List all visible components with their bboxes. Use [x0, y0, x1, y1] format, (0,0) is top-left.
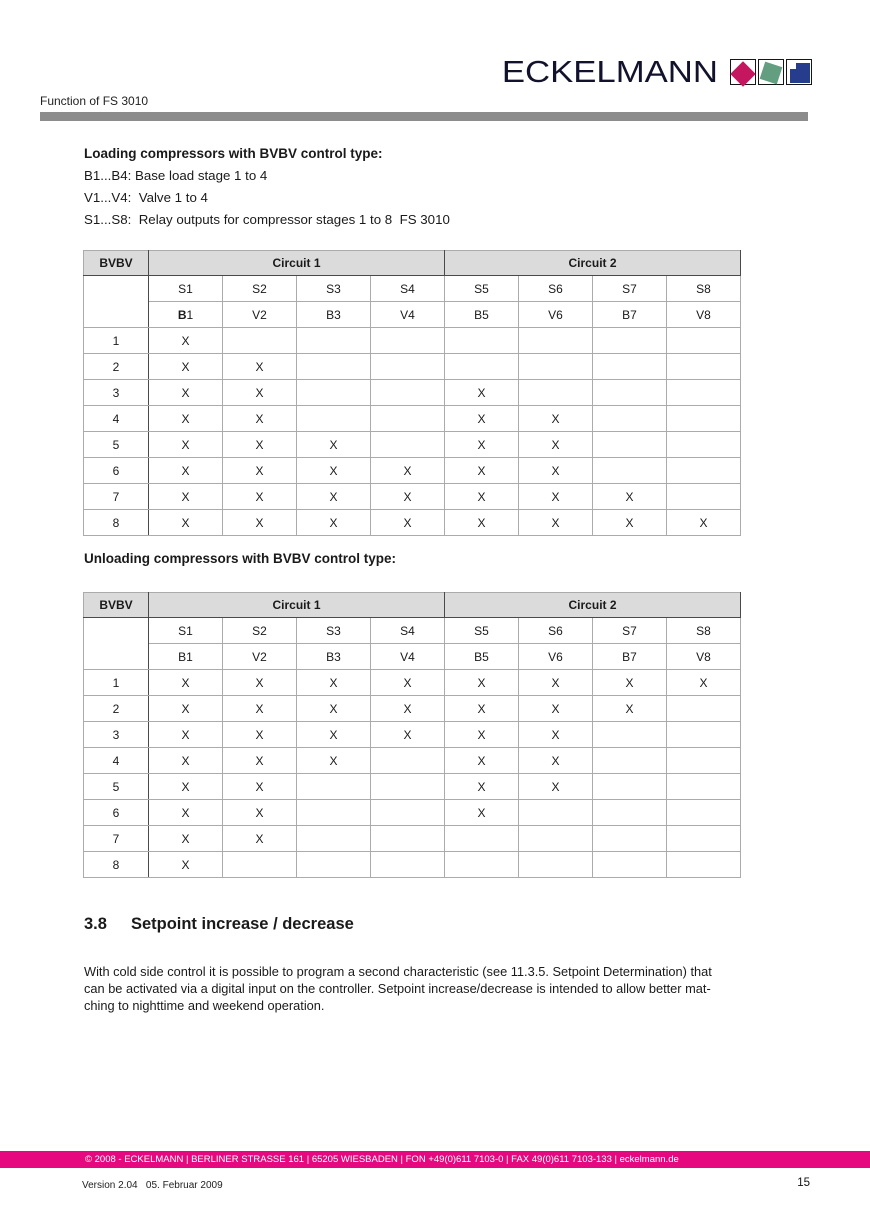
mark-cell — [223, 328, 297, 354]
mark-cell: X — [149, 852, 223, 878]
footer-version-text: Version 2.04 05. Februar 2009 — [82, 1180, 223, 1191]
bv-labels-row — [84, 644, 741, 670]
mark-cell — [297, 380, 371, 406]
mark-cell: X — [149, 670, 223, 696]
mark-cell: X — [371, 484, 445, 510]
mark-cell: X — [371, 670, 445, 696]
paragraph-line: With cold side control it is possible to program a second characteristic (see 11.3.5. Setpoint Determination) that — [84, 964, 712, 979]
table-row — [84, 484, 741, 510]
mark-cell — [371, 852, 445, 878]
s-label-cell: S6 — [519, 276, 593, 302]
mark-cell: X — [149, 458, 223, 484]
stage-cell: 2 — [84, 696, 149, 722]
mark-cell: X — [445, 670, 519, 696]
loading-heading: Loading compressors with BVBV control type: — [84, 146, 383, 161]
table-row — [84, 406, 741, 432]
mark-cell: X — [519, 432, 593, 458]
mark-cell: X — [371, 696, 445, 722]
s-label-cell: S3 — [297, 276, 371, 302]
s-label-cell: S2 — [223, 618, 297, 644]
bv-label-cell: V4 — [371, 302, 445, 328]
bv-label-cell: B7 — [593, 644, 667, 670]
loading-legend — [84, 165, 450, 231]
mark-cell — [593, 406, 667, 432]
mark-cell: X — [519, 510, 593, 536]
mark-cell — [223, 852, 297, 878]
mark-cell — [519, 380, 593, 406]
table-row — [84, 748, 741, 774]
bv-label-cell: V8 — [667, 302, 741, 328]
mark-cell — [593, 748, 667, 774]
bv-label-cell: V4 — [371, 644, 445, 670]
bv-label-cell: B3 — [297, 644, 371, 670]
mark-cell: X — [223, 380, 297, 406]
unloading-compressors-table — [83, 592, 741, 878]
table-row — [84, 510, 741, 536]
mark-cell — [519, 328, 593, 354]
stage-cell: 6 — [84, 458, 149, 484]
mark-cell — [667, 484, 741, 510]
legend-line-b: B1...B4: Base load stage 1 to 4 — [84, 168, 268, 183]
circuit2-header-cell: Circuit 2 — [445, 251, 741, 276]
mark-cell: X — [445, 696, 519, 722]
mark-cell: X — [149, 354, 223, 380]
s-label-cell: S6 — [519, 618, 593, 644]
paragraph-line: can be activated via a digital input on the controller. Setpoint increase/decrease is intended to allow better mat- — [84, 981, 711, 996]
mark-cell — [667, 852, 741, 878]
mark-cell: X — [445, 800, 519, 826]
stage-cell: 5 — [84, 774, 149, 800]
bv-label-cell: B5 — [445, 644, 519, 670]
mark-cell — [667, 774, 741, 800]
table-row — [84, 826, 741, 852]
bv-label-cell: V2 — [223, 644, 297, 670]
mark-cell — [593, 826, 667, 852]
unloading-heading: Unloading compressors with BVBV control type: — [84, 551, 397, 566]
stage-cell: 2 — [84, 354, 149, 380]
mark-cell: X — [223, 722, 297, 748]
table-header-row — [84, 593, 741, 618]
s-label-cell: S3 — [297, 618, 371, 644]
mark-cell: X — [149, 432, 223, 458]
mark-cell — [593, 800, 667, 826]
mark-cell: X — [297, 510, 371, 536]
magenta-diamond-icon — [730, 61, 755, 86]
mark-cell: X — [223, 406, 297, 432]
table-row — [84, 380, 741, 406]
s-label-cell: S5 — [445, 618, 519, 644]
s-label-cell: S7 — [593, 618, 667, 644]
mark-cell: X — [371, 722, 445, 748]
logo-boxes — [730, 59, 812, 85]
mark-cell — [667, 800, 741, 826]
mark-cell — [371, 406, 445, 432]
page-number: 15 — [797, 1177, 810, 1189]
mark-cell: X — [223, 748, 297, 774]
circuit1-header-cell: Circuit 1 — [149, 251, 445, 276]
mark-cell — [667, 432, 741, 458]
stage-cell: 3 — [84, 722, 149, 748]
stage-cell: 8 — [84, 510, 149, 536]
eckelmann-wordmark: ECKELMANN — [501, 54, 718, 89]
mark-cell: X — [223, 510, 297, 536]
table-row — [84, 774, 741, 800]
bv-label-cell: V6 — [519, 302, 593, 328]
mark-cell: X — [519, 484, 593, 510]
mark-cell — [371, 380, 445, 406]
mark-cell — [371, 432, 445, 458]
table-row — [84, 722, 741, 748]
logo-box-1 — [730, 59, 756, 85]
mark-cell — [297, 774, 371, 800]
mark-cell — [519, 354, 593, 380]
mark-cell — [519, 800, 593, 826]
mark-cell: X — [519, 722, 593, 748]
section-title: Setpoint increase / decrease — [130, 915, 354, 933]
bv-label-cell: V2 — [223, 302, 297, 328]
legend-line-v: V1...V4: Valve 1 to 4 — [84, 190, 208, 205]
mark-cell: X — [149, 380, 223, 406]
mark-cell: X — [149, 406, 223, 432]
section-heading-3-8 — [84, 915, 354, 934]
circuit1-header-cell: Circuit 1 — [149, 593, 445, 618]
mark-cell: X — [445, 406, 519, 432]
s-label-cell: S8 — [667, 618, 741, 644]
mark-cell — [297, 826, 371, 852]
mark-cell: X — [519, 774, 593, 800]
running-header-title: Function of FS 3010 — [40, 94, 149, 108]
mark-cell — [371, 800, 445, 826]
mark-cell — [371, 328, 445, 354]
table-row — [84, 696, 741, 722]
mark-cell — [593, 328, 667, 354]
mark-cell: X — [149, 748, 223, 774]
bv-label-cell: B1 — [149, 302, 223, 328]
section-number: 3.8 — [84, 915, 107, 933]
bvbv-header-cell: BVBV — [84, 251, 149, 276]
mark-cell — [297, 852, 371, 878]
mark-cell — [371, 748, 445, 774]
circuit2-header-cell: Circuit 2 — [445, 593, 741, 618]
s-label-cell: S5 — [445, 276, 519, 302]
logo-box-3 — [786, 59, 812, 85]
mark-cell: X — [223, 696, 297, 722]
mark-cell: X — [223, 484, 297, 510]
mark-cell — [371, 354, 445, 380]
legend-line-s: S1...S8: Relay outputs for compressor stages 1 to 8 FS 3010 — [84, 212, 450, 227]
mark-cell — [519, 852, 593, 878]
s-label-cell: S4 — [371, 276, 445, 302]
s-label-cell: S8 — [667, 276, 741, 302]
stage-cell: 1 — [84, 670, 149, 696]
mark-cell: X — [371, 458, 445, 484]
mark-cell: X — [445, 510, 519, 536]
s-label-cell: S2 — [223, 276, 297, 302]
table-row — [84, 800, 741, 826]
mark-cell: X — [149, 696, 223, 722]
mark-cell: X — [149, 510, 223, 536]
header-divider-rule — [40, 112, 808, 121]
mark-cell — [445, 852, 519, 878]
mark-cell: X — [297, 484, 371, 510]
mark-cell: X — [149, 484, 223, 510]
mark-cell — [593, 458, 667, 484]
s-label-cell: S1 — [149, 276, 223, 302]
mark-cell: X — [149, 722, 223, 748]
mark-cell — [519, 826, 593, 852]
mark-cell: X — [223, 774, 297, 800]
mark-cell: X — [297, 696, 371, 722]
mark-cell — [297, 406, 371, 432]
stage-cell: 4 — [84, 406, 149, 432]
mark-cell: X — [445, 774, 519, 800]
loading-compressors-table — [83, 250, 741, 536]
stage-cell: 6 — [84, 800, 149, 826]
mark-cell: X — [223, 432, 297, 458]
eckelmann-logo — [501, 54, 812, 90]
mark-cell — [667, 696, 741, 722]
mark-cell: X — [223, 670, 297, 696]
mark-cell — [667, 826, 741, 852]
mark-cell: X — [593, 670, 667, 696]
table-row — [84, 432, 741, 458]
mark-cell: X — [445, 380, 519, 406]
mark-cell — [297, 328, 371, 354]
stage-cell: 3 — [84, 380, 149, 406]
bv-label-cell: B1 — [149, 644, 223, 670]
mark-cell — [297, 800, 371, 826]
table-row — [84, 458, 741, 484]
mark-cell — [667, 380, 741, 406]
mark-cell: X — [519, 406, 593, 432]
mark-cell: X — [667, 670, 741, 696]
mark-cell: X — [223, 826, 297, 852]
mark-cell: X — [445, 484, 519, 510]
mark-cell — [667, 748, 741, 774]
mark-cell: X — [445, 748, 519, 774]
mark-cell — [593, 432, 667, 458]
mark-cell — [593, 380, 667, 406]
setpoint-paragraph — [84, 963, 712, 1014]
mark-cell — [667, 458, 741, 484]
mark-cell: X — [149, 826, 223, 852]
mark-cell — [593, 354, 667, 380]
bv-labels-row — [84, 302, 741, 328]
mark-cell — [371, 826, 445, 852]
mark-cell: X — [593, 484, 667, 510]
table-row — [84, 670, 741, 696]
mark-cell: X — [149, 774, 223, 800]
mark-cell — [667, 406, 741, 432]
mark-cell: X — [297, 722, 371, 748]
stage-cell: 5 — [84, 432, 149, 458]
bvbv-empty-corner-cell — [84, 618, 149, 670]
mark-cell: X — [593, 696, 667, 722]
s-label-cell: S1 — [149, 618, 223, 644]
bvbv-empty-corner-cell — [84, 276, 149, 328]
mark-cell — [297, 354, 371, 380]
green-square-icon — [760, 62, 783, 85]
stage-cell: 4 — [84, 748, 149, 774]
blue-angle-icon — [790, 63, 810, 83]
mark-cell: X — [519, 458, 593, 484]
mark-cell: X — [445, 458, 519, 484]
mark-cell: X — [593, 510, 667, 536]
stage-cell: 7 — [84, 826, 149, 852]
mark-cell — [667, 722, 741, 748]
mark-cell: X — [297, 458, 371, 484]
s-labels-row — [84, 276, 741, 302]
mark-cell: X — [519, 696, 593, 722]
logo-box-2 — [758, 59, 784, 85]
mark-cell: X — [149, 800, 223, 826]
bv-label-cell: V8 — [667, 644, 741, 670]
blue-angle-shape — [790, 63, 810, 83]
mark-cell — [593, 722, 667, 748]
mark-cell: X — [149, 328, 223, 354]
mark-cell: X — [445, 722, 519, 748]
stage-cell: 7 — [84, 484, 149, 510]
mark-cell — [445, 826, 519, 852]
mark-cell — [371, 774, 445, 800]
paragraph-line: ching to nighttime and weekend operation. — [84, 998, 325, 1013]
mark-cell: X — [297, 432, 371, 458]
mark-cell: X — [445, 432, 519, 458]
mark-cell: X — [519, 748, 593, 774]
table-row — [84, 354, 741, 380]
s-label-cell: S7 — [593, 276, 667, 302]
mark-cell: X — [519, 670, 593, 696]
mark-cell — [445, 328, 519, 354]
bv-label-cell: B5 — [445, 302, 519, 328]
bv-label-cell: B3 — [297, 302, 371, 328]
s-labels-row — [84, 618, 741, 644]
bvbv-header-cell: BVBV — [84, 593, 149, 618]
mark-cell: X — [223, 800, 297, 826]
mark-cell — [667, 328, 741, 354]
stage-cell: 1 — [84, 328, 149, 354]
stage-cell: 8 — [84, 852, 149, 878]
table-header-row — [84, 251, 741, 276]
mark-cell — [593, 852, 667, 878]
bv-label-cell: B7 — [593, 302, 667, 328]
mark-cell — [445, 354, 519, 380]
mark-cell — [593, 774, 667, 800]
mark-cell: X — [667, 510, 741, 536]
mark-cell — [667, 354, 741, 380]
table-row — [84, 328, 741, 354]
mark-cell: X — [223, 354, 297, 380]
mark-cell: X — [297, 670, 371, 696]
mark-cell: X — [371, 510, 445, 536]
mark-cell: X — [297, 748, 371, 774]
mark-cell: X — [223, 458, 297, 484]
bv-label-cell: V6 — [519, 644, 593, 670]
s-label-cell: S4 — [371, 618, 445, 644]
footer-address-bar: © 2008 - ECKELMANN | BERLINER STRASSE 161 | 65205 WIESBADEN | FON +49(0)611 7103-0 | FAX 49(0)611 7103-133 | eckelmann.de — [0, 1151, 870, 1168]
table-row — [84, 852, 741, 878]
